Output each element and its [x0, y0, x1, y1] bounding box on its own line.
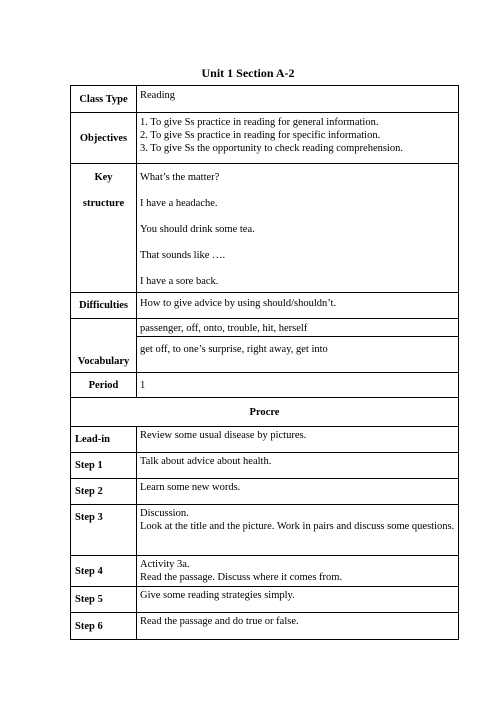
step-label: Step 3 [71, 505, 137, 556]
key-structure-item: You should drink some tea. [140, 224, 255, 235]
key-structure-label [71, 164, 137, 293]
document-title: Unit 1 Section A-2 [201, 66, 295, 80]
objective-item: 2. To give Ss practice in reading for specific information. [140, 130, 381, 141]
key-structure-item: I have a headache. [140, 198, 218, 209]
step-row [71, 587, 459, 613]
step-row [71, 505, 459, 556]
objectives-row [71, 113, 459, 164]
step-text: Learn some new words. [137, 479, 459, 505]
key-structure-item: That sounds like …. [140, 250, 226, 261]
key-structure-item: I have a sore back. [140, 276, 219, 287]
period-label: Period [71, 373, 137, 398]
difficulties-row [71, 293, 459, 319]
step-text [137, 505, 459, 556]
objectives-value [137, 113, 459, 164]
key-structure-label-line1: Key [94, 172, 113, 183]
step-text [137, 556, 459, 587]
vocabulary-words: passenger, off, onto, trouble, hit, herself [137, 319, 459, 337]
vocabulary-row-words [71, 319, 459, 337]
step-label: Step 2 [71, 479, 137, 505]
step-text-line: Read the passage. Discuss where it comes from. [140, 572, 343, 583]
procedure-header-row [71, 398, 459, 427]
step-text: Read the passage and do true or false. [137, 613, 459, 640]
step-label: Step 1 [71, 453, 137, 479]
step-label: Step 4 [71, 556, 137, 587]
step-row [71, 479, 459, 505]
class-type-value: Reading [137, 86, 459, 113]
step-text: Give some reading strategies simply. [137, 587, 459, 613]
vocabulary-phrases: get off, to one’s surprise, right away, get into [137, 337, 459, 373]
step-text-line: Discussion. [140, 508, 189, 519]
difficulties-value: How to give advice by using should/shouldn’t. [137, 293, 459, 319]
step-text: Talk about advice about health. [137, 453, 459, 479]
step-label: Step 5 [71, 587, 137, 613]
step-row [71, 556, 459, 587]
objective-item: 3. To give Ss the opportunity to check reading comprehension. [140, 143, 403, 154]
class-type-row [71, 86, 459, 113]
step-label: Lead-in [71, 427, 137, 453]
step-row [71, 613, 459, 640]
step-text: Review some usual disease by pictures. [137, 427, 459, 453]
difficulties-label: Difficulties [71, 293, 137, 319]
key-structure-label-line2: structure [82, 198, 125, 209]
step-row [71, 427, 459, 453]
lesson-plan-table [70, 85, 459, 640]
step-text-line: Activity 3a. [140, 559, 190, 570]
period-value: 1 [137, 373, 459, 398]
procedure-header: Procre [71, 398, 459, 427]
step-label: Step 6 [71, 613, 137, 640]
objectives-label: Objectives [71, 113, 137, 164]
step-row [71, 453, 459, 479]
vocabulary-label: Vocabulary [71, 319, 137, 373]
step-text-line: Look at the title and the picture. Work in pairs and discuss some questions. [140, 521, 455, 532]
period-row [71, 373, 459, 398]
class-type-label: Class Type [71, 86, 137, 113]
key-structure-item: What’s the matter? [140, 172, 220, 183]
key-structure-row [71, 164, 459, 293]
key-structure-value [137, 164, 459, 293]
objective-item: 1. To give Ss practice in reading for general information. [140, 117, 379, 128]
